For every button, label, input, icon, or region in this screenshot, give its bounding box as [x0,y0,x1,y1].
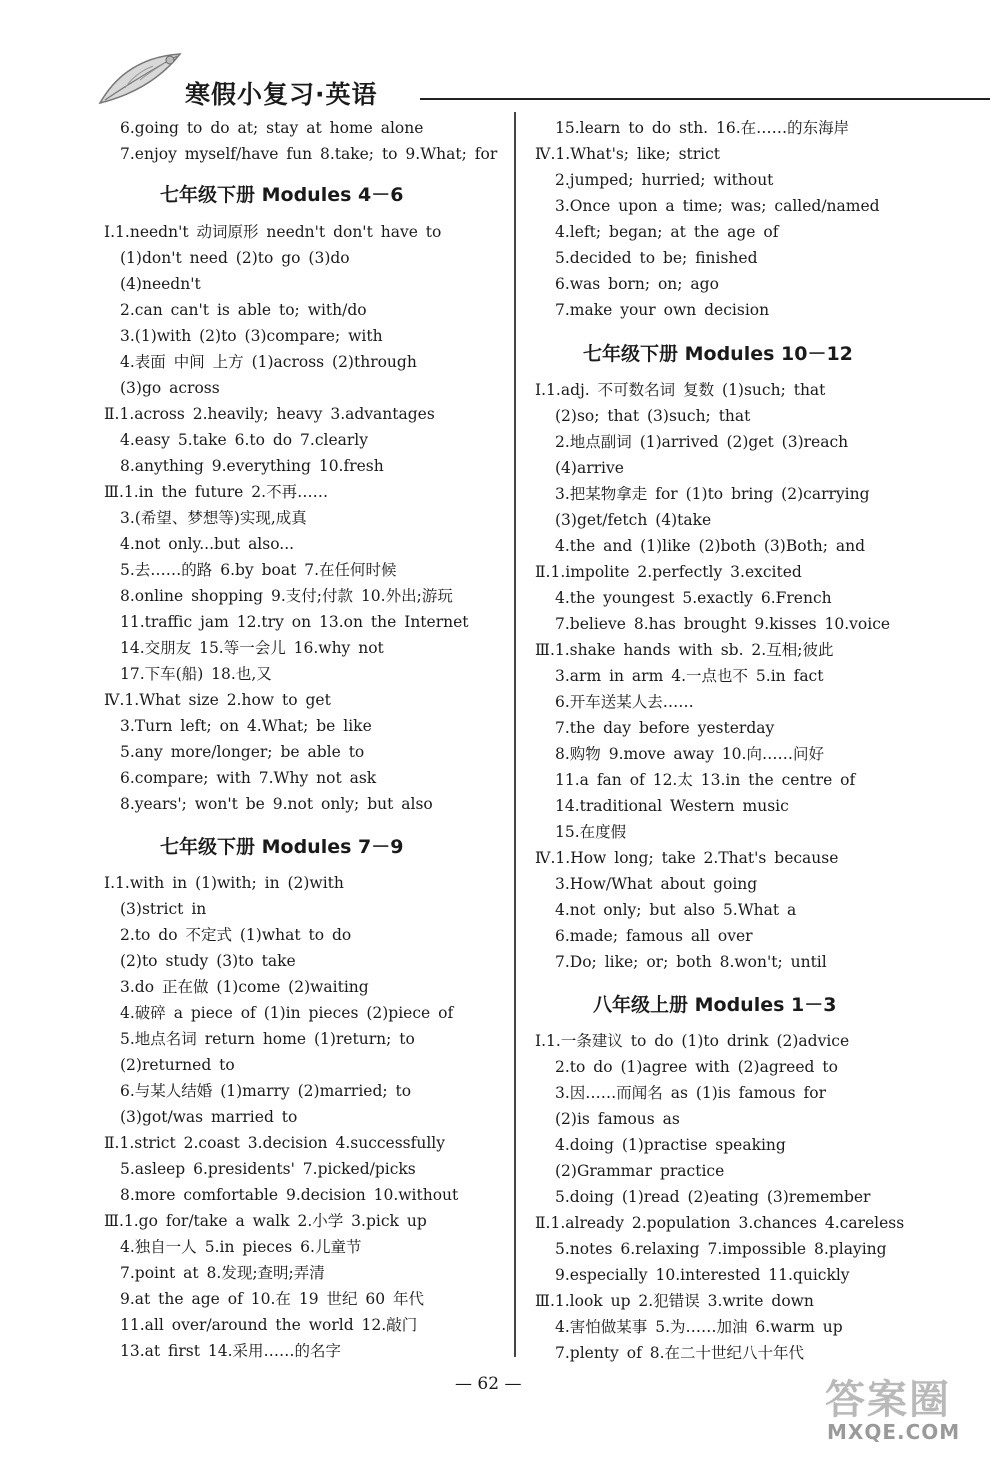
answer-line: 3.How/What about going [555,875,758,893]
answer-line: 3.Once upon a time; was; called/named [555,197,880,215]
answer-line: (3)get/fetch (4)take [555,511,712,529]
answer-line: 6.going to do at; stay at home alone [120,119,424,137]
answer-line: 4.the youngest 5.exactly 6.French [555,589,832,607]
answer-line: Ⅰ.1.adj. 不可数名词 复数 (1)such; that [535,381,826,399]
answer-line: 11.traffic jam 12.try on 13.on the Internet [120,613,469,631]
answer-line: 7.enjoy myself/have fun 8.take; to 9.What; for [120,145,498,163]
answer-line: Ⅳ.1.How long; take 2.That's because [535,849,839,867]
answer-line: 3.Turn left; on 4.What; be like [120,717,372,735]
answer-line: 5.any more/longer; be able to [120,743,365,761]
answer-line: 4.独自一人 5.in pieces 6.儿童节 [120,1238,362,1256]
answer-line: 9.at the age of 10.在 19 世纪 60 年代 [120,1290,425,1308]
answer-line: 4.doing (1)practise speaking [555,1136,786,1154]
page-number: — 62 — [455,1374,522,1394]
answer-line: Ⅱ.1.already 2.population 3.chances 4.careless [535,1214,905,1232]
answer-line: 4.not only...but also... [120,535,295,553]
answer-line: 2.to do 不定式 (1)what to do [120,926,352,944]
section-title: 七年级下册 Modules 10－12 [583,343,853,365]
answer-line: 17.下车(船) 18.也,又 [120,665,272,683]
answer-line: Ⅱ.1.strict 2.coast 3.decision 4.successfully [104,1134,446,1152]
answer-line: 8.online shopping 9.支付;付款 10.外出;游玩 [120,587,453,605]
answer-line: Ⅲ.1.in the future 2.不再…… [104,483,329,501]
answer-line: 3.(1)with (2)to (3)compare; with [120,327,383,345]
answer-line: 3.do 正在做 (1)come (2)waiting [120,978,369,996]
answer-line: 13.at first 14.采用……的名字 [120,1342,342,1360]
answer-line: 5.notes 6.relaxing 7.impossible 8.playing [555,1240,887,1258]
column-divider [514,112,516,1357]
answer-line: 4.害怕做某事 5.为……加油 6.warm up [555,1318,843,1336]
answer-line: 5.去……的路 6.by boat 7.在任何时候 [120,561,397,579]
answer-line: 9.especially 10.interested 11.quickly [555,1266,850,1284]
answer-line: 7.point at 8.发现;查明;弄清 [120,1264,325,1282]
answer-line: Ⅱ.1.impolite 2.perfectly 3.excited [535,563,802,581]
answer-line: 6.开车送某人去…… [555,693,694,711]
leaf-decoration-icon [95,48,185,110]
answer-line: 4.easy 5.take 6.to do 7.clearly [120,431,369,449]
answer-line: 8.more comfortable 9.decision 10.without [120,1186,459,1204]
answer-line: Ⅲ.1.go for/take a walk 2.小学 3.pick up [104,1212,427,1230]
answer-line: 8.anything 9.everything 10.fresh [120,457,384,475]
answer-line: 6.was born; on; ago [555,275,719,293]
watermark-url-text: MXQE.COM [827,1420,961,1444]
answer-line: 8.购物 9.move away 10.向……问好 [555,745,824,763]
header-title: 寒假小复习·英语 [185,80,378,109]
answer-line: 2.地点副词 (1)arrived (2)get (3)reach [555,433,849,451]
answer-line: Ⅳ.1.What's; like; strict [535,145,721,163]
answer-line: (1)don't need (2)to go (3)do [120,249,350,267]
answer-line: 11.all over/around the world 12.敲门 [120,1316,418,1334]
answer-line: 5.decided to be; finished [555,249,758,267]
answer-line: Ⅲ.1.shake hands with sb. 2.互相;彼此 [535,641,834,659]
answer-line: 15.learn to do sth. 16.在……的东海岸 [555,119,850,137]
answer-line: 11.a fan of 12.太 13.in the centre of [555,771,856,789]
answer-line: 3.把某物拿走 for (1)to bring (2)carrying [555,485,870,503]
answer-line: 2.can can't is able to; with/do [120,301,367,319]
answer-line: 7.make your own decision [555,301,770,319]
answer-line: 7.plenty of 8.在二十世纪八十年代 [555,1344,805,1362]
answer-line: 6.compare; with 7.Why not ask [120,769,377,787]
answer-line: 4.破碎 a piece of (1)in pieces (2)piece of [120,1004,454,1022]
section-title: 七年级下册 Modules 7－9 [160,836,404,858]
answer-line: 3.(希望、梦想等)实现,成真 [120,509,307,527]
answer-line: (3)go across [120,379,220,397]
answer-line: (3)got/was married to [120,1108,298,1126]
answer-line: Ⅲ.1.look up 2.犯错误 3.write down [535,1292,814,1310]
section-title: 八年级上册 Modules 1－3 [593,994,837,1016]
answer-line: (4)needn't [120,275,201,293]
answer-line: (2)returned to [120,1056,235,1074]
answer-line: 14.traditional Western music [555,797,789,815]
answer-line: 8.years'; won't be 9.not only; but also [120,795,433,813]
answer-line: 4.the and (1)like (2)both (3)Both; and [555,537,866,555]
answer-line: 7.the day before yesterday [555,719,775,737]
answer-line: 15.在度假 [555,823,627,841]
answer-line: Ⅰ.1.with in (1)with; in (2)with [104,874,344,892]
answer-line: 14.交朋友 15.等一会儿 16.why not [120,639,384,657]
answer-line: 5.asleep 6.presidents' 7.picked/picks [120,1160,416,1178]
answer-line: (2)so; that (3)such; that [555,407,751,425]
watermark-main-text: 答案圈 [825,1377,951,1423]
answer-line: 6.与某人结婚 (1)marry (2)married; to [120,1082,412,1100]
answer-line: 4.not only; but also 5.What a [555,901,797,919]
page-header [95,48,995,118]
answer-line: 3.因……而闻名 as (1)is famous for [555,1084,826,1102]
answer-line: Ⅰ.1.needn't 动词原形 needn't don't have to [104,223,442,241]
answer-line: 7.believe 8.has brought 9.kisses 10.voice [555,615,891,633]
watermark-logo [815,1368,990,1450]
answer-line: 7.Do; like; or; both 8.won't; until [555,953,827,971]
answer-line: 3.arm in arm 4.一点也不 5.in fact [555,667,824,685]
answer-line: 6.made; famous all over [555,927,753,945]
answer-line: 4.left; began; at the age of [555,223,779,241]
answer-line: 4.表面 中间 上方 (1)across (2)through [120,353,417,371]
answer-line: (2)Grammar practice [555,1162,725,1180]
answer-line: Ⅰ.1.一条建议 to do (1)to drink (2)advice [535,1032,850,1050]
answer-line: 2.to do (1)agree with (2)agreed to [555,1058,838,1076]
answer-line: 5.doing (1)read (2)eating (3)remember [555,1188,871,1206]
answer-line: Ⅱ.1.across 2.heavily; heavy 3.advantages [104,405,435,423]
header-rule [420,98,990,100]
answer-line: 5.地点名词 return home (1)return; to [120,1030,415,1048]
section-title: 七年级下册 Modules 4－6 [160,184,404,206]
answer-line: (2)is famous as [555,1110,680,1128]
answer-line: (3)strict in [120,900,207,918]
answer-line: Ⅳ.1.What size 2.how to get [104,691,331,709]
answer-line: (2)to study (3)to take [120,952,296,970]
answer-line: 2.jumped; hurried; without [555,171,774,189]
answer-line: (4)arrive [555,459,624,477]
